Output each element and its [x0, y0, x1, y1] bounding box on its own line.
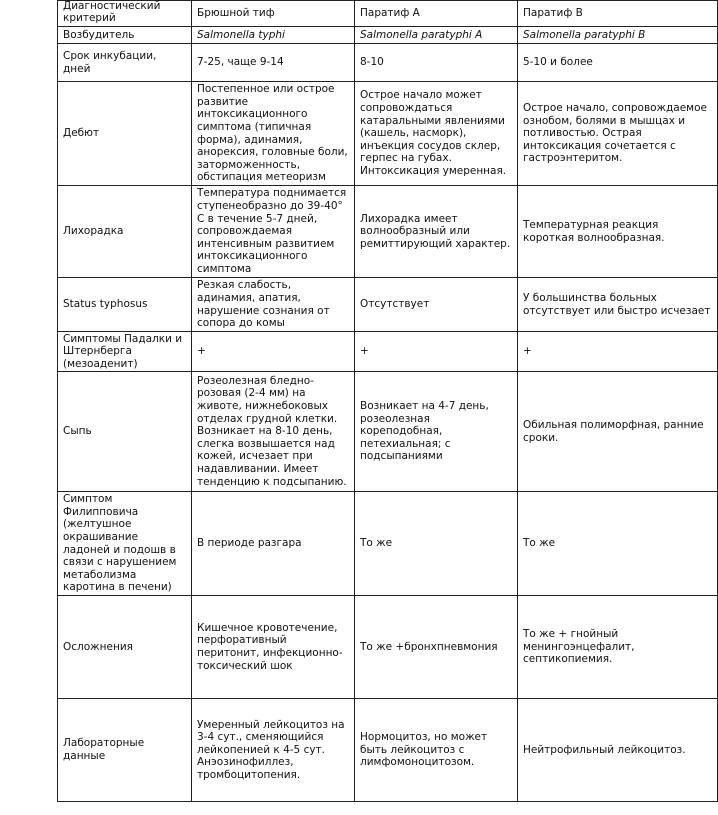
header-cell-criterion: Диагностический критерий: [58, 1, 192, 27]
criterion-cell: Status typhosus: [58, 278, 192, 332]
header-cell-paratyphoid-a: Паратиф А: [355, 1, 518, 27]
header-cell-typhoid: Брюшной тиф: [192, 1, 355, 27]
paratyphoid-b-cell: То же + гнойный менингоэнцефалит, септикопиемия.: [518, 596, 718, 699]
typhoid-cell: Температура поднимается ступенеобразно до 39-40° С в течение 5-7 дней, сопровождаемая интенсивным развитием интоксикационного симптома: [192, 186, 355, 278]
paratyphoid-a-cell: Отсутствует: [355, 278, 518, 332]
table-row: [58, 699, 718, 802]
comparison-table: [57, 0, 718, 802]
typhoid-cell: Salmonella typhi: [192, 27, 355, 44]
paratyphoid-b-cell: Обильная полиморфная, ранние сроки.: [518, 372, 718, 492]
criterion-cell: Симптомы Падалки и Штернберга (мезоаденит): [58, 332, 192, 372]
typhoid-cell: Кишечное кровотечение, перфоративный перитонит, инфекционно-токсический шок: [192, 596, 355, 699]
typhoid-cell: +: [192, 332, 355, 372]
paratyphoid-a-cell: Salmonella paratyphi A: [355, 27, 518, 44]
table-row: [58, 332, 718, 372]
table-row: [58, 492, 718, 596]
table-row: [58, 596, 718, 699]
paratyphoid-a-cell: Лихорадка имеет волнообразный или ремиттирующий характер.: [355, 186, 518, 278]
header-cell-paratyphoid-b: Паратиф В: [518, 1, 718, 27]
paratyphoid-a-cell: +: [355, 332, 518, 372]
typhoid-cell: В периоде разгара: [192, 492, 355, 596]
header-row: [58, 1, 718, 27]
paratyphoid-a-cell: То же +бронхпневмония: [355, 596, 518, 699]
paratyphoid-a-cell: То же: [355, 492, 518, 596]
typhoid-cell: Резкая слабость, адинамия, апатия, нарушение сознания от сопора до комы: [192, 278, 355, 332]
criterion-cell: Сыпь: [58, 372, 192, 492]
typhoid-cell: Умеренный лейкоцитоз на 3-4 сут., сменяющийся лейкопенией к 4-5 сут. Анэозинофиллез, тромбоцитопения.: [192, 699, 355, 802]
paratyphoid-b-cell: Острое начало, сопровождаемое ознобом, болями в мышцах и потливостью. Острая интоксикация сочетается с гастроэнтеритом.: [518, 82, 718, 186]
typhoid-cell: 7-25, чаще 9-14: [192, 44, 355, 82]
table-row: [58, 186, 718, 278]
criterion-cell: Симптом Филипповича (желтушное окрашивание ладоней и подошв в связи с нарушением метаболизма каротина в печени): [58, 492, 192, 596]
table-row: [58, 44, 718, 82]
typhoid-cell: Розеолезная бледно-розовая (2-4 мм) на животе, нижнебоковых отделах грудной клетки. Возникает на 8-10 день, слегка возвышается над кожей, исчезает при надавливании. Имеет тенденцию к подсыпанию.: [192, 372, 355, 492]
criterion-cell: Лихорадка: [58, 186, 192, 278]
criterion-cell: Осложнения: [58, 596, 192, 699]
paratyphoid-b-cell: Температурная реакция короткая волнообразная.: [518, 186, 718, 278]
paratyphoid-b-cell: +: [518, 332, 718, 372]
paratyphoid-b-cell: У большинства больных отсутствует или быстро исчезает: [518, 278, 718, 332]
table-row: [58, 27, 718, 44]
criterion-cell: Лабораторные данные: [58, 699, 192, 802]
criterion-cell: Дебют: [58, 82, 192, 186]
table-row: [58, 82, 718, 186]
typhoid-cell: Постепенное или острое развитие интоксикационного симптома (типичная форма), адинамия, анорексия, головные боли, заторможенность, обстипация метеоризм: [192, 82, 355, 186]
paratyphoid-a-cell: Нормоцитоз, но может быть лейкоцитоз с лимфомоноцитозом.: [355, 699, 518, 802]
paratyphoid-b-cell: То же: [518, 492, 718, 596]
paratyphoid-a-cell: 8-10: [355, 44, 518, 82]
criterion-cell: Срок инкубации, дней: [58, 44, 192, 82]
paratyphoid-b-cell: 5-10 и более: [518, 44, 718, 82]
paratyphoid-a-cell: Возникает на 4-7 день, розеолезная кореподобная, петехиальная; с подсыпаниями: [355, 372, 518, 492]
table-row: [58, 278, 718, 332]
paratyphoid-b-cell: Salmonella paratyphi B: [518, 27, 718, 44]
table-row: [58, 372, 718, 492]
criterion-cell: Возбудитель: [58, 27, 192, 44]
paratyphoid-b-cell: Нейтрофильный лейкоцитоз.: [518, 699, 718, 802]
paratyphoid-a-cell: Острое начало может сопровождаться катаральными явлениями (кашель, насморк), инъекция сосудов склер, герпес на губах. Интоксикация умеренная.: [355, 82, 518, 186]
